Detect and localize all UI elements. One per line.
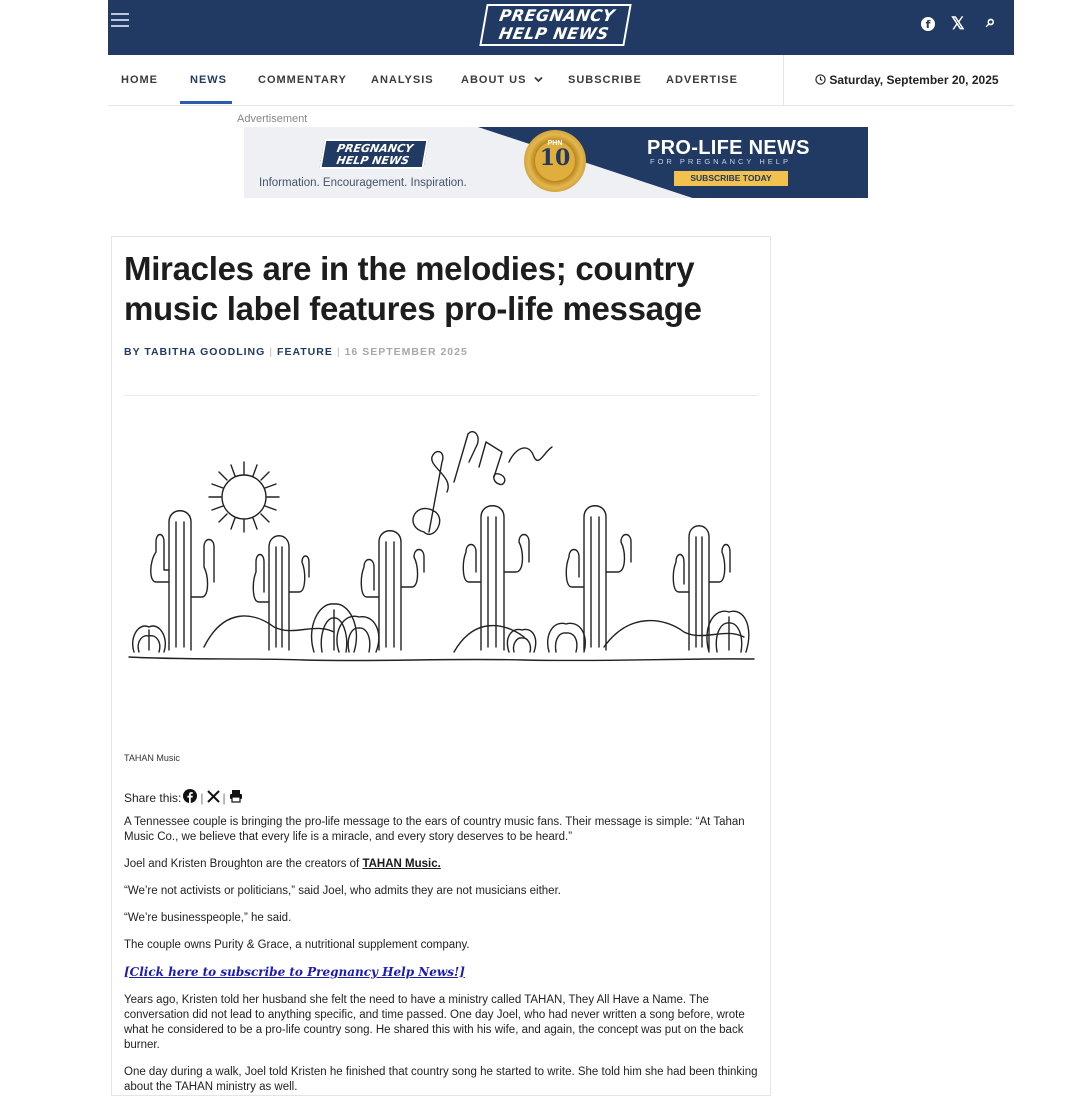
logo-line-1: PREGNANCY xyxy=(497,6,617,25)
paragraph-text: Joel and Kristen Broughton are the creators of xyxy=(124,858,363,870)
ground-line xyxy=(129,616,754,661)
nav-commentary[interactable]: COMMENTARY xyxy=(258,74,347,86)
date-text: Saturday, September 20, 2025 xyxy=(829,73,999,87)
nav-about-us[interactable] xyxy=(461,74,543,86)
medal-number: 10 xyxy=(539,145,571,171)
menu-icon[interactable] xyxy=(111,13,129,31)
paragraph: A Tennessee couple is bringing the pro-life message to the ears of country music fans. Their message is simple: “At Tahan Music Co., we believe that every life is a miracle, and every story deserves to be heard.” xyxy=(124,816,745,843)
category-link[interactable]: FEATURE xyxy=(277,346,333,358)
main-nav xyxy=(108,55,1014,106)
current-date xyxy=(815,73,999,87)
paragraph: One day during a walk, Joel told Kristen he finished that country song he started to write. She told him she had been thinking about the TAHAN ministry as well. xyxy=(124,1066,758,1093)
subscribe-link[interactable]: [Click here to subscribe to Pregnancy Help News!] xyxy=(124,965,465,979)
share-x-icon[interactable] xyxy=(207,790,220,806)
paragraph xyxy=(124,965,760,981)
music-notes-icon xyxy=(413,432,552,535)
paragraph: “We’re businesspeople,” he said. xyxy=(124,912,292,924)
article-card xyxy=(111,236,771,1096)
chevron-down-icon xyxy=(534,76,543,83)
medal-top-text: PHN xyxy=(547,140,563,147)
nav-divider xyxy=(783,55,784,105)
author-link[interactable]: BY TABITHA GOODLING xyxy=(124,346,266,358)
clock-icon xyxy=(815,74,826,85)
share-separator: | xyxy=(222,790,226,805)
logo-line-2: HELP NEWS xyxy=(497,24,611,43)
anniversary-medal-icon xyxy=(524,130,586,192)
tahan-music-link[interactable]: TAHAN Music. xyxy=(362,858,441,870)
paragraph: “We’re not activists or politicians,” said Joel, who admits they are not musicians either. xyxy=(124,885,561,897)
meta-divider xyxy=(124,395,758,396)
x-twitter-icon[interactable]: 𝕏 xyxy=(951,14,965,33)
active-tab-indicator xyxy=(180,101,232,104)
subscribe-today-button[interactable]: SUBSCRIBE TODAY xyxy=(674,171,788,186)
ad-banner[interactable] xyxy=(244,127,868,198)
share-label: Share this: xyxy=(124,790,182,805)
publish-date: 16 SEPTEMBER 2025 xyxy=(344,346,468,358)
cacti-row xyxy=(151,506,730,650)
banner-subtitle: FOR PREGNANCY HELP xyxy=(650,157,791,166)
paragraph xyxy=(124,857,760,872)
nav-about-us-label: ABOUT US xyxy=(461,74,527,86)
top-bar xyxy=(108,0,1014,55)
nav-advertise[interactable]: ADVERTISE xyxy=(666,74,738,86)
article-body xyxy=(124,815,760,1107)
facebook-icon[interactable]: f xyxy=(921,15,935,33)
banner-logo-line-1: PREGNANCY xyxy=(335,142,415,155)
banner-logo-line-2: HELP NEWS xyxy=(335,154,411,167)
paragraph: Years ago, Kristen told her husband she felt the need to have a ministry called TAHAN, They All Have a Name. The conversation did not lead to anything specific, and time passed. One day Joel, who had never written a song before, wrote what he considered to be a pro-life country song. He shared this with his wife, and again, the concept was put on the back burner. xyxy=(124,994,745,1051)
banner-title: PRO-LIFE NEWS xyxy=(647,137,810,159)
print-icon[interactable] xyxy=(229,789,243,806)
nav-subscribe[interactable]: SUBSCRIBE xyxy=(568,74,642,86)
banner-tagline: Information. Encouragement. Inspiration. xyxy=(259,177,467,189)
share-bar xyxy=(124,789,245,806)
article-title: Miracles are in the melodies; country music label features pro-life message xyxy=(124,250,702,327)
banner-logo xyxy=(319,139,428,169)
nav-home[interactable]: HOME xyxy=(121,74,158,86)
advertisement-label: Advertisement xyxy=(237,113,308,125)
nav-analysis[interactable]: ANALYSIS xyxy=(371,74,434,86)
share-separator: | xyxy=(200,790,204,805)
site-logo[interactable] xyxy=(479,4,631,46)
desert-shrubs xyxy=(133,604,749,652)
hero-illustration xyxy=(124,422,758,672)
article-meta: BY TABITHA GOODLING | FEATURE | 16 SEPTEMBER 2025 xyxy=(124,346,468,358)
nav-news[interactable]: NEWS xyxy=(190,74,227,86)
sun-icon xyxy=(209,462,279,532)
share-facebook-icon[interactable] xyxy=(183,789,197,806)
search-icon[interactable]: ⌕ xyxy=(986,12,996,31)
paragraph: The couple owns Purity & Grace, a nutritional supplement company. xyxy=(124,939,470,951)
image-caption: TAHAN Music xyxy=(124,753,180,763)
